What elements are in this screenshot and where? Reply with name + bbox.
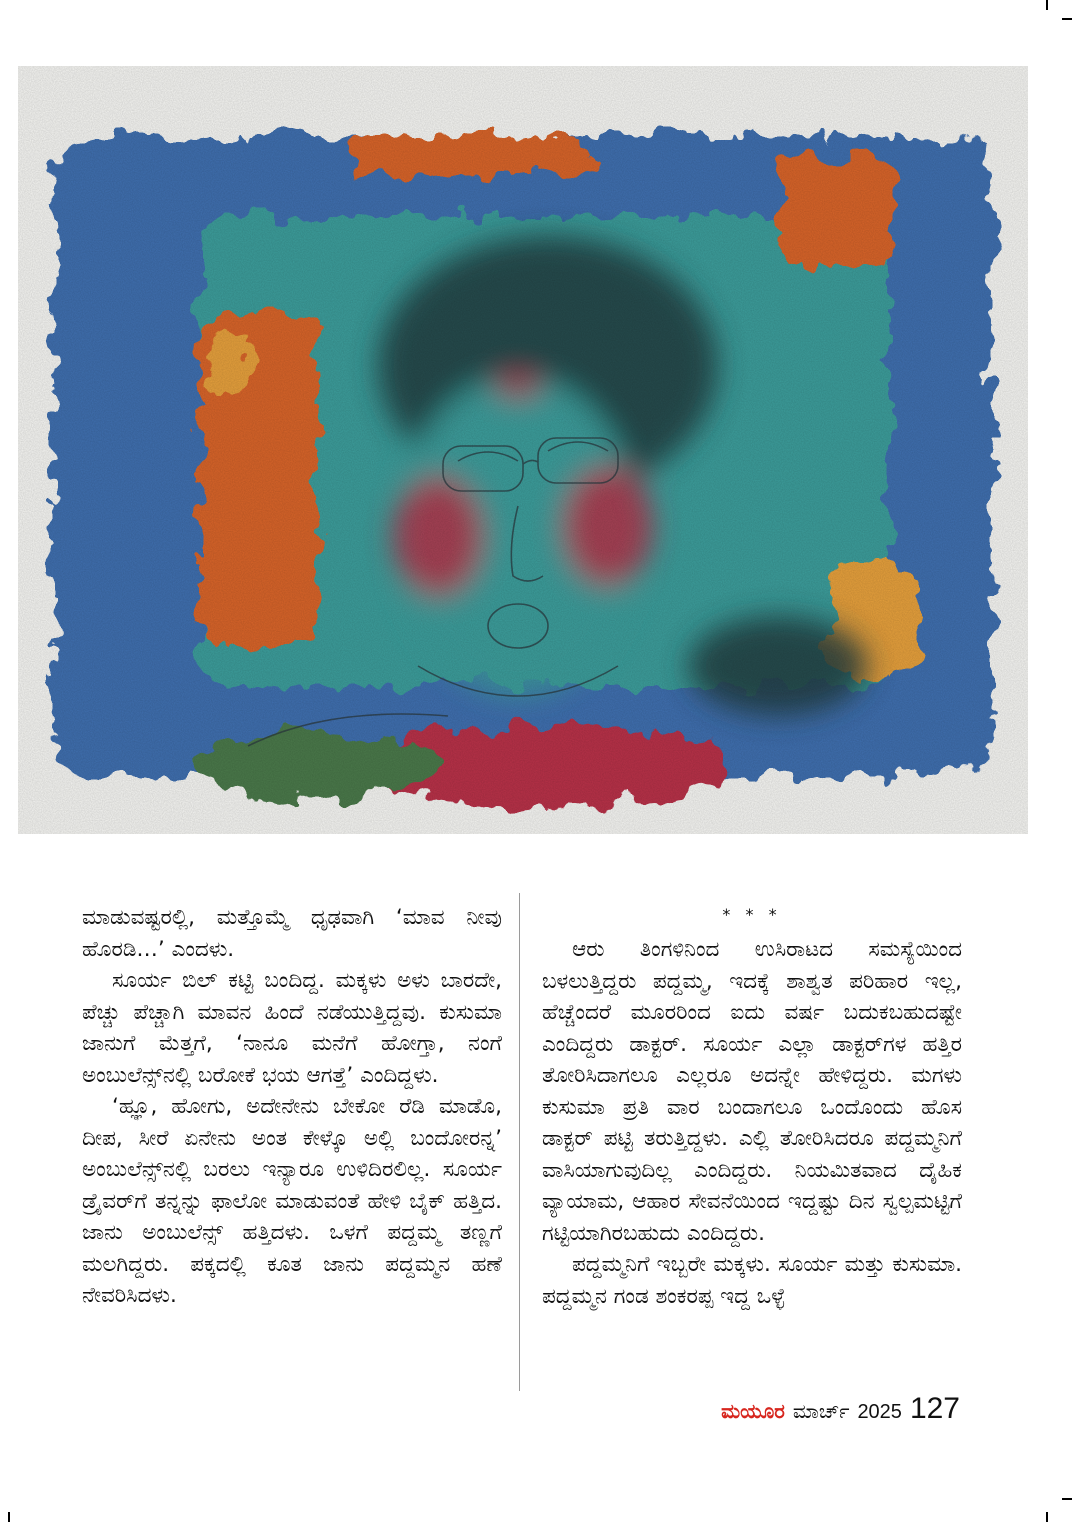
crop-mark-top-right	[1046, 0, 1048, 10]
magazine-logo: ಮಯೂರ	[721, 1401, 785, 1423]
paragraph: ಆರು ತಿಂಗಳಿನಿಂದ ಉಸಿರಾಟದ ಸಮಸ್ಯೆಯಿಂದ ಬಳಲುತ್ತಿದ್ದರು ಪದ್ದಮ್ಮ, ಇದಕ್ಕೆ ಶಾಶ್ವತ ಪರಿಹಾರ ಇಲ್ಲ, ಹೆಚ್ಚೆಂದರೆ ಮೂರರಿಂದ ಐದು ವರ್ಷ ಬದುಕಬಹುದಷ್ಟೇ ಎಂದಿದ್ದರು ಡಾಕ್ಟರ್. ಸೂರ್ಯ ಎಲ್ಲಾ ಡಾಕ್ಟರ್‌ಗಳ ಹತ್ತಿರ ತೋರಿಸಿದಾಗಲೂ ಎಲ್ಲರೂ ಅದನ್ನೇ ಹೇಳಿದ್ದರು. ಮಗಳು ಕುಸುಮಾ ಪ್ರತಿ ವಾರ ಬಂದಾಗಲೂ ಒಂದೊಂದು ಹೊಸ ಡಾಕ್ಟರ್ ಪಟ್ಟಿ ತರುತ್ತಿದ್ದಳು. ಎಲ್ಲಿ ತೋರಿಸಿದರೂ ಪದ್ದಮ್ಮನಿಗೆ ವಾಸಿಯಾಗುವುದಿಲ್ಲ ಎಂದಿದ್ದರು. ನಿಯಮಿತವಾದ ದೈಹಿಕ ವ್ಯಾಯಾಮ, ಆಹಾರ ಸೇವನೆಯಿಂದ ಇದ್ದಷ್ಟು ದಿನ ಸ್ವಲ್ಪಮಟ್ಟಿಗೆ ಗಟ್ಟಿಯಾಗಿರಬಹುದು ಎಂದಿದ್ದರು.	[542, 937, 962, 1246]
paragraph: ಸೂರ್ಯ ಬಿಲ್ ಕಟ್ಟಿ ಬಂದಿದ್ದ. ಮಕ್ಕಳು ಅಳು ಬಾರದೇ, ಪೆಚ್ಚು ಪೆಚ್ಚಾಗಿ ಮಾವನ ಹಿಂದೆ ನಡೆಯುತ್ತಿದ್ದವು. ಕುಸುಮಾ ಜಾನುಗೆ ಮೆತ್ತಗೆ, ‘ನಾನೂ ಮನೆಗೆ ಹೋಗ್ತಾ, ನಂಗೆ ಅಂಬುಲೆನ್ಸ್‌ನಲ್ಲಿ ಬರೋಕೆ ಭಯ ಆಗತ್ತೆ’ ಎಂದಿದ್ದಳು.	[82, 968, 502, 1088]
crop-mark-bottom-right	[1046, 1512, 1048, 1522]
paragraph: ಮಾಡುವಷ್ಟರಲ್ಲಿ, ಮತ್ತೊಮ್ಮೆ ಧೃಢವಾಗಿ ‘ಮಾವ ನೀವು ಹೊರಡಿ…’ ಎಂದಳು.	[82, 905, 502, 962]
watercolor-portrait-icon	[18, 66, 1028, 834]
article-column-left	[82, 902, 502, 1312]
article-column-right	[542, 902, 962, 1312]
page-footer	[721, 1392, 960, 1426]
watercolor-portrait-illustration	[18, 66, 1028, 834]
issue-year: 2025	[857, 1401, 902, 1423]
paragraph: ‘ಹ್ಞೂ, ಹೋಗು, ಅದೇನೇನು ಬೇಕೋ ರೆಡಿ ಮಾಡೊ, ದೀಪ, ಸೀರೆ ಏನೇನು ಅಂತ ಕೇಳ್ಕೊ ಅಲ್ಲಿ ಬಂದೋರನ್ನ’ ಅಂಬುಲೆನ್ಸ್‌ನಲ್ಲಿ ಬರಲು ಇನ್ಯಾರೂ ಉಳಿದಿರಲಿಲ್ಲ. ಸೂರ್ಯ ಡ್ರೈವರ್‌ಗೆ ತನ್ನನ್ನು ಫಾಲೋ ಮಾಡುವಂತೆ ಹೇಳಿ ಬೈಕ್ ಹತ್ತಿದ. ಜಾನು ಅಂಬುಲೆನ್ಸ್ ಹತ್ತಿದಳು. ಒಳಗೆ ಪದ್ದಮ್ಮ ತಣ್ಣಗೆ ಮಲಗಿದ್ದರು. ಪಕ್ಕದಲ್ಲಿ ಕೂತ ಜಾನು ಪದ್ದಮ್ಮನ ಹಣೆ ನೇವರಿಸಿದಳು.	[82, 1094, 502, 1308]
crop-mark-right-upper	[1062, 18, 1072, 20]
page-number: 127	[909, 1392, 960, 1425]
column-divider	[519, 893, 520, 1391]
crop-mark-right-lower	[1062, 1498, 1072, 1500]
section-break: * * *	[722, 905, 782, 924]
crop-mark-bottom-left	[8, 1512, 10, 1522]
issue-month: ಮಾರ್ಚ್	[792, 1401, 850, 1423]
paragraph: ಪದ್ದಮ್ಮನಿಗೆ ಇಬ್ಬರೇ ಮಕ್ಕಳು. ಸೂರ್ಯ ಮತ್ತು ಕುಸುಮಾ. ಪದ್ದಮ್ಮನ ಗಂಡ ಶಂಕರಪ್ಪ ಇದ್ದ ಒಳ್ಳೆ	[542, 1252, 962, 1309]
